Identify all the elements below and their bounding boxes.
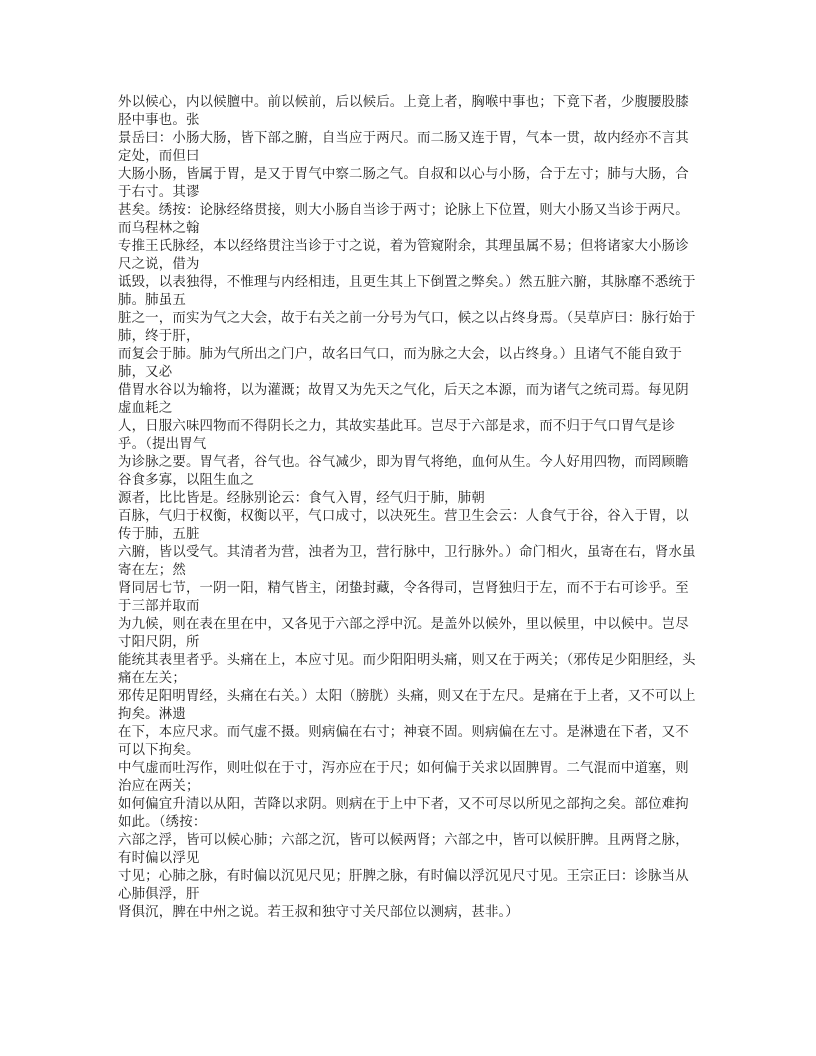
text-line: 脏之一，而实为气之大会，故于右关之前一分号为气口，候之以占终身焉。（吴草庐曰：脉行始于肺，终于肝，	[118, 311, 696, 344]
text-line: 在下，本应尺求。而气虚不摄。则病偏在右寸；神衰不固。则病偏在左寸。是淋遗在下者，又不可以下拘矣。	[118, 725, 689, 758]
text-line: 肾俱沉，脾在中州之说。若王叔和独守寸关尺部位以测病，甚非。）	[118, 905, 520, 920]
text-line: 景岳曰：小肠大肠，皆下部之腑，自当应于两尺。而二肠又连于胃，气本一贯，故内经亦不言其定处，而但曰	[118, 131, 689, 164]
text-line: 六腑，皆以受气。其清者为营，浊者为卫，营行脉中，卫行脉外。）命门相火，虽寄在右，肾水虽寄在左；然	[118, 545, 696, 578]
text-line: 邪传足阳明胃经，头痛在右关。）太阳（膀胱）头痛，则又在于左尺。是痛在于上者，又不可以上拘矣。淋遗	[118, 689, 696, 722]
text-line: 借胃水谷以为输将，以为灌溉；故胃又为先天之气化，后天之本源，而为诸气之统司焉。每见阴虚血耗之	[118, 383, 689, 416]
text-line: 外以候心，内以候膻中。前以候前，后以候后。上竟上者，胸喉中事也；下竟下者，少腹腰股膝胫中事也。张	[118, 95, 689, 128]
text-line: 甚矣。绣按：论脉经络贯接，则大小肠自当诊于两寸；论脉上下位置，则大小肠又当诊于两尺。而乌程林之翰	[118, 203, 689, 236]
text-line: 肾同居七节，一阴一阳，精气皆主，闭蛰封藏，令各得司，岂肾独归于左，而不于右可诊乎。至于三部并取而	[118, 581, 689, 614]
text-line: 为诊脉之要。胃气者，谷气也。谷气减少，即为胃气将绝，血何从生。今人好用四物，而罔顾瞻谷食多寡，以阻生血之	[118, 455, 689, 488]
text-line: 为九候，则在表在里在中，又各见于六部之浮中沉。是盖外以候外，里以候里，中以候中。岂尽寸阳尺阴，所	[118, 617, 689, 650]
text-line: 六部之浮，皆可以候心肺；六部之沉，皆可以候两肾；六部之中，皆可以候肝脾。且两肾之脉，有时偏以浮见	[118, 833, 689, 866]
document-body	[118, 94, 702, 922]
text-line: 如何偏宜升清以从阳，苦降以求阴。则病在于上中下者，又不可尽以所见之部拘之矣。部位难拘如此。（绣按：	[118, 797, 689, 830]
text-line: 而复会于肺。肺为气所出之门户，故名曰气口，而为脉之大会，以占终身。）且诸气不能自致于肺，又必	[118, 347, 683, 380]
text-line: 大肠小肠，皆属于胃，是又于胃气中察二肠之气。自叔和以心与小肠，合于左寸；肺与大肠，合于右寸。其谬	[118, 167, 689, 200]
text-line: 人，日服六味四物而不得阴长之力，其故实基此耳。岂尽于六部是求，而不归于气口胃气是诊乎。（提出胃气	[118, 419, 676, 452]
text-line: 寸见；心肺之脉，有时偏以沉见尺见；肝脾之脉，有时偏以浮沉见尺寸见。王宗正曰：诊脉当从心肺俱浮，肝	[118, 869, 689, 902]
text-line: 百脉，气归于权衡，权衡以平，气口成寸，以决死生。营卫生会云：人食气于谷，谷入于胃，以传于肺，五脏	[118, 509, 689, 542]
text-line: 能统其表里者乎。头痛在上，本应寸见。而少阳阳明头痛，则又在于两关；（邪传足少阳胆经，头痛在左关；	[118, 653, 696, 686]
text-line: 专推王氏脉经，本以经络贯注当诊于寸之说，着为管窥附余，其理虽属不易；但将诸家大小肠诊尺之说，借为	[118, 239, 689, 272]
text-line: 诋毁，以表独得，不惟理与内经相违，且更生其上下倒置之弊矣。）然五脏六腑，其脉靡不悉统于肺。肺虽五	[118, 275, 696, 308]
text-line: 中气虚而吐泻作，则吐似在于寸，泻亦应在于尺；如何偏于关求以固脾胃。二气混而中道塞，则治应在两关；	[118, 761, 689, 794]
text-line: 源者，比比皆是。经脉别论云：食气入胃，经气归于肺，肺朝	[118, 491, 485, 506]
